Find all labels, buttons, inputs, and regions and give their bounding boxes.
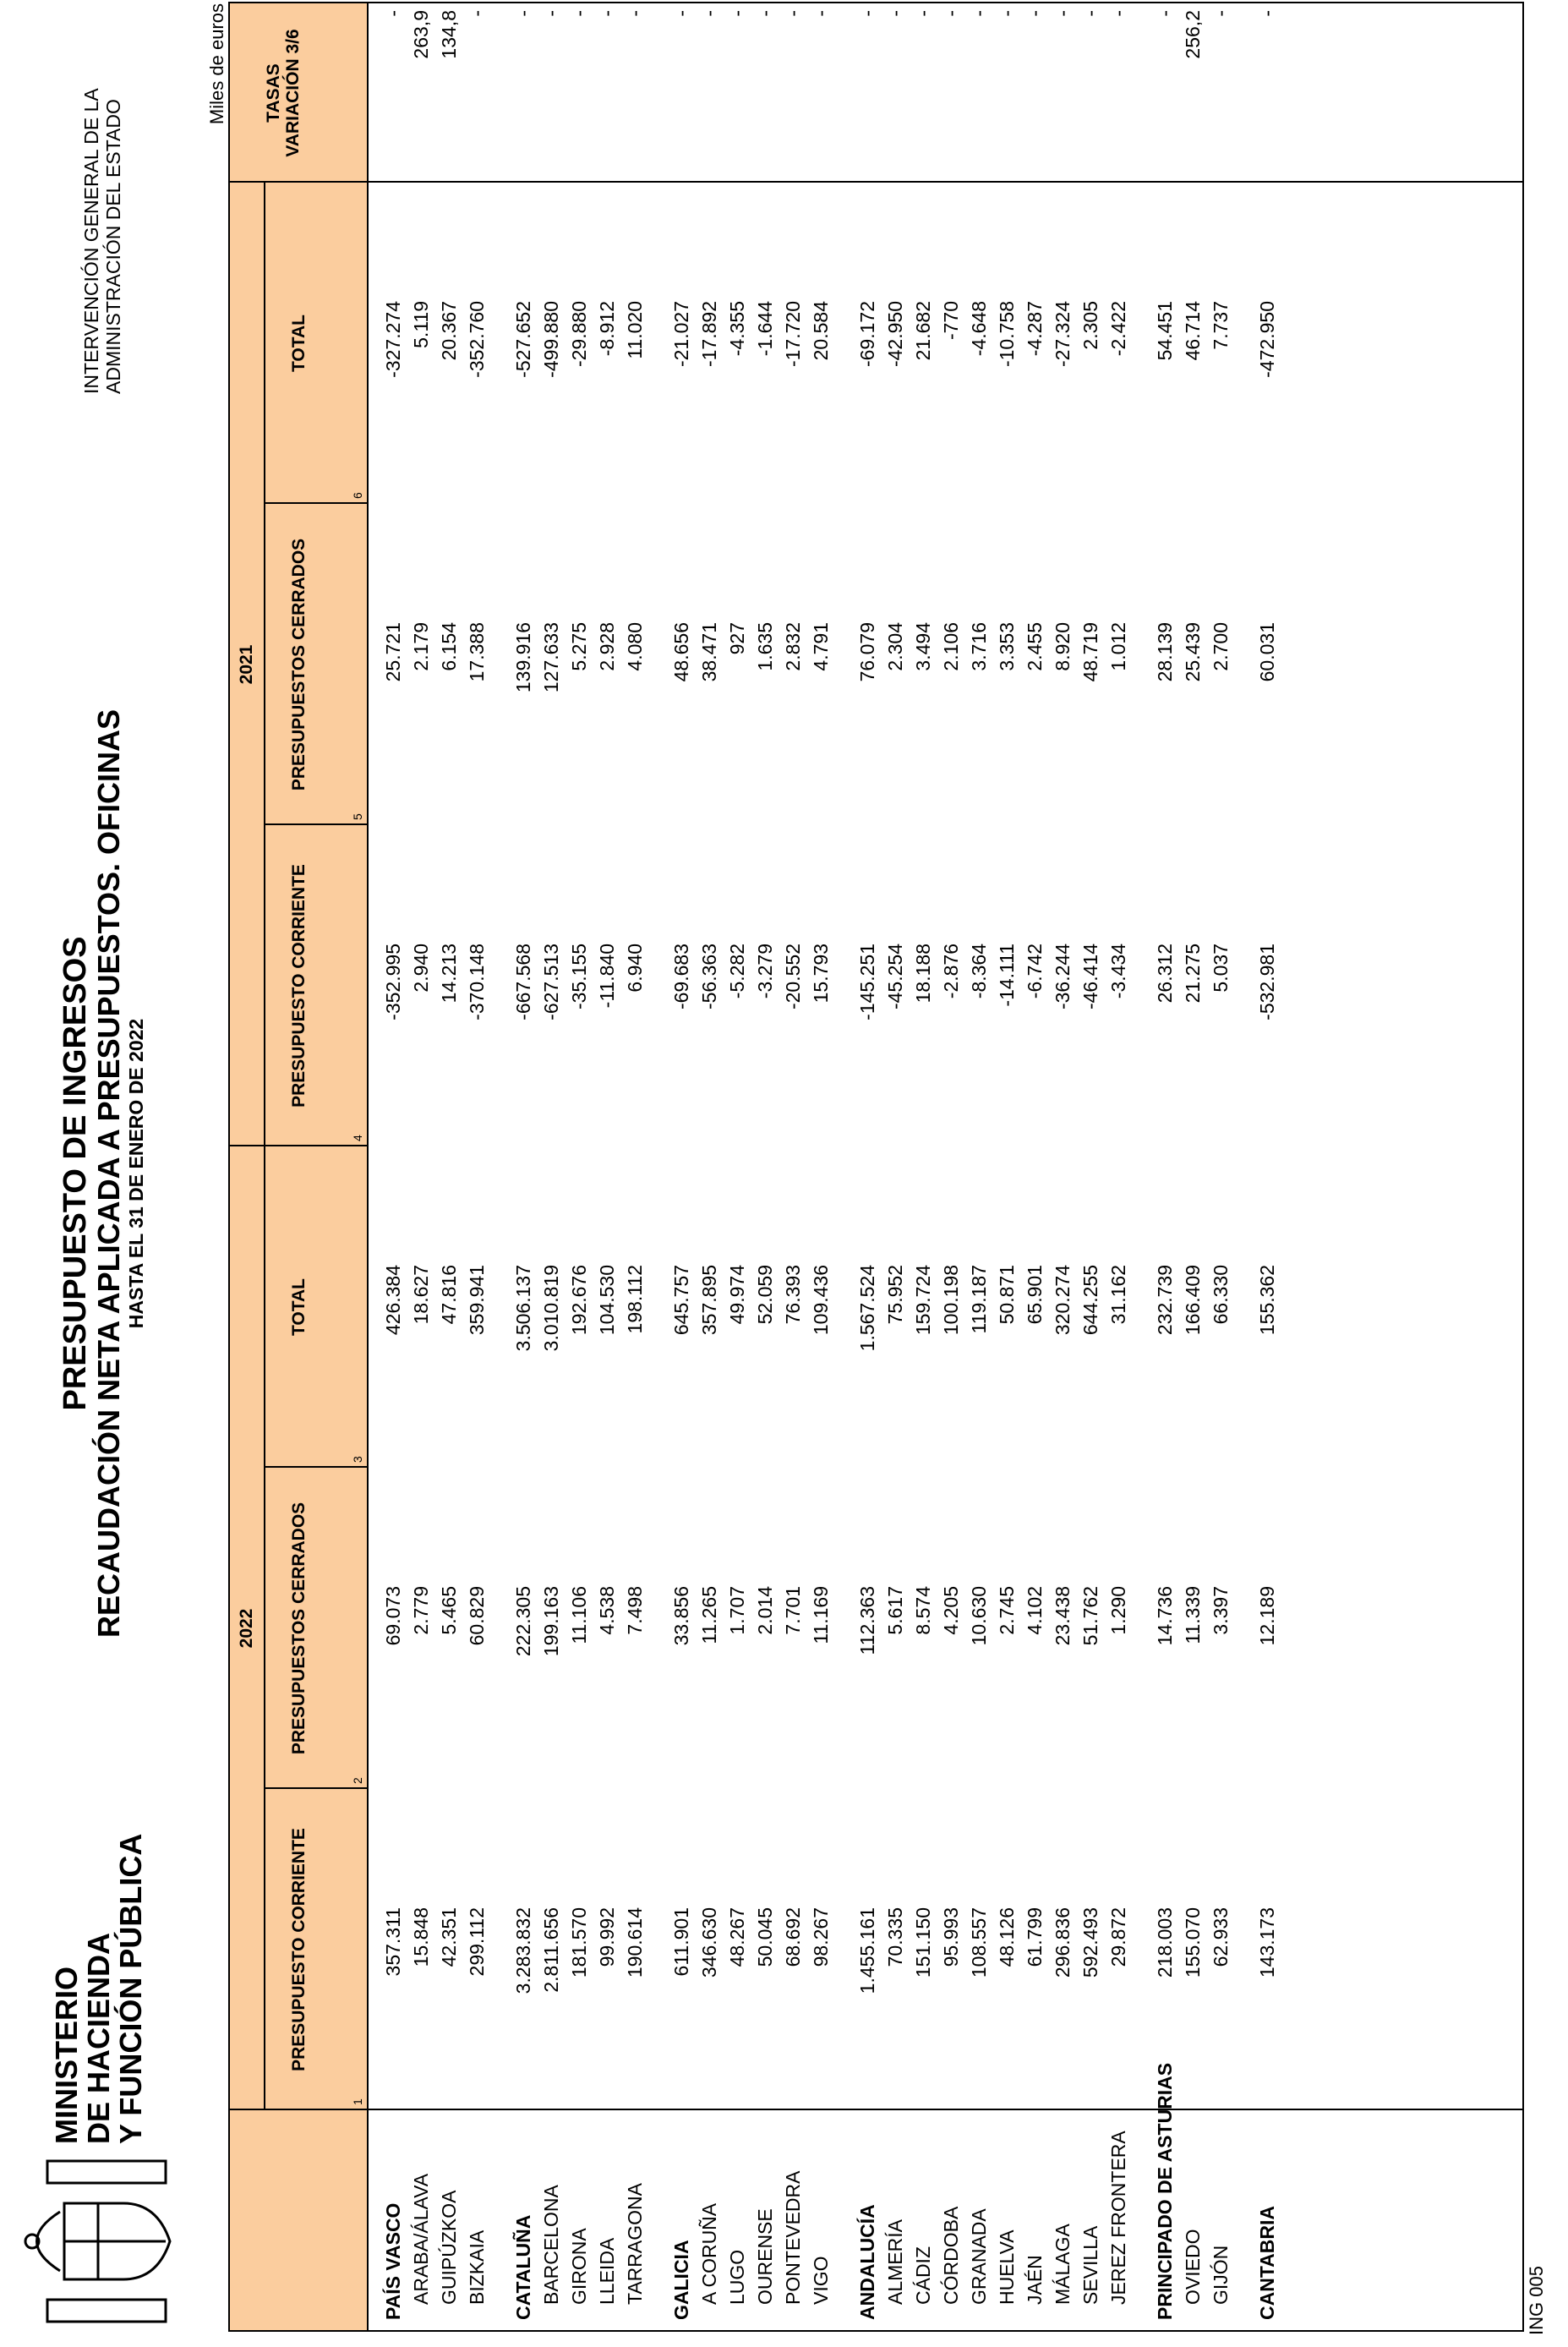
ministry-line: DE HACIENDA <box>81 1932 116 2144</box>
table-cell: 48.126 <box>996 1907 1018 1967</box>
table-cell: 2.014 <box>754 1586 776 1635</box>
table-cell: - <box>1154 10 1176 17</box>
table-cell: 98.267 <box>810 1907 832 1967</box>
table-cell: 263,9 <box>410 10 432 59</box>
table-cell: -667.568 <box>512 944 534 1020</box>
table-cell: -627.513 <box>540 944 562 1020</box>
table-cell: 68.692 <box>782 1907 804 1967</box>
table-cell: -36.244 <box>1052 944 1074 1010</box>
table-cell: 232.739 <box>1154 1265 1176 1336</box>
table-cell: 42.351 <box>438 1907 460 1967</box>
table-cell: 5.037 <box>1210 944 1232 993</box>
table-cell: -499.880 <box>540 301 562 378</box>
table-cell: 222.305 <box>512 1586 534 1657</box>
table-cell: 29.872 <box>1107 1907 1129 1967</box>
col-header-total: TOTAL <box>289 1277 309 1337</box>
table-cell: 644.255 <box>1079 1265 1101 1336</box>
office-label: LLEIDA <box>596 2237 618 2305</box>
table-cell: 1.290 <box>1107 1586 1129 1635</box>
table-cell: -17.720 <box>782 301 804 368</box>
table-cell: 4.538 <box>596 1586 618 1635</box>
table-cell: 5.119 <box>410 301 432 348</box>
table-cell: -21.027 <box>670 301 692 368</box>
table-cell: -145.251 <box>856 944 878 1020</box>
table-cell: -770 <box>940 301 962 341</box>
office-label: JAÉN <box>1024 2255 1046 2305</box>
table-cell: 33.856 <box>670 1586 692 1646</box>
table-cell: 2.928 <box>596 622 618 671</box>
table-cell: 7.737 <box>1210 301 1232 350</box>
table-cell: 256,2 <box>1182 10 1204 59</box>
table-cell: -69.683 <box>670 944 692 1010</box>
table-cell: 426.384 <box>382 1265 404 1336</box>
table-cell: 2.305 <box>1079 301 1101 350</box>
table-cell: 15.793 <box>810 944 832 1004</box>
table-cell: 75.952 <box>884 1265 906 1325</box>
col-divider <box>264 502 367 504</box>
table-cell: - <box>568 10 590 17</box>
igae-line: ADMINISTRACIÓN DEL ESTADO <box>102 99 124 394</box>
table-cell: 4.102 <box>1024 1586 1046 1635</box>
table-cell: - <box>596 10 618 17</box>
table-cell: 104.530 <box>596 1265 618 1336</box>
table-cell: 38.471 <box>698 622 720 682</box>
table-cell: 60.829 <box>466 1586 488 1646</box>
col-header-presupuesto-corriente: PRESUPUESTO CORRIENTE <box>289 864 309 1108</box>
table-cell: 112.363 <box>856 1586 878 1655</box>
table-cell: 11.020 <box>624 301 646 359</box>
table-cell: -45.254 <box>884 944 906 1010</box>
table-cell: 48.267 <box>726 1907 748 1967</box>
table-cell: 47.816 <box>438 1265 460 1325</box>
table-cell: 26.312 <box>1154 944 1176 1004</box>
table-cell: -8.912 <box>596 301 618 357</box>
office-label: BARCELONA <box>540 2185 562 2305</box>
table-cell: 357.311 <box>382 1907 404 1977</box>
table-cell: 11.169 <box>810 1586 832 1644</box>
office-label: BIZKAIA <box>466 2229 488 2305</box>
table-cell: - <box>968 10 990 17</box>
office-label: VIGO <box>810 2256 832 2305</box>
table-cell: 31.162 <box>1107 1265 1129 1325</box>
table-cell: -1.644 <box>754 301 776 357</box>
table-cell: 320.274 <box>1052 1265 1074 1336</box>
col-divider <box>264 1145 367 1146</box>
region-label: PRINCIPADO DE ASTURIAS <box>1154 2062 1176 2320</box>
table-cell: 5.617 <box>884 1586 906 1635</box>
table-cell: -370.148 <box>466 944 488 1020</box>
col-divider <box>230 2109 1522 2110</box>
table-cell: 25.439 <box>1182 622 1204 682</box>
table-cell: - <box>512 10 534 17</box>
table-cell: 66.330 <box>1210 1265 1232 1325</box>
office-label: CÁDIZ <box>912 2246 934 2305</box>
table-cell: 155.362 <box>1256 1265 1278 1336</box>
table-cell: 51.762 <box>1079 1586 1101 1646</box>
column-number: 3 <box>351 1456 364 1463</box>
table-cell: -6.742 <box>1024 944 1046 999</box>
table-cell: -11.840 <box>596 944 618 1009</box>
table-cell: 2.455 <box>1024 622 1046 671</box>
table-cell: 60.031 <box>1256 622 1278 682</box>
table-cell: 2.106 <box>940 622 962 671</box>
column-number: 5 <box>351 813 364 820</box>
table-cell: -69.172 <box>856 301 878 368</box>
table-cell: 199.163 <box>540 1586 562 1657</box>
table-cell: 296.836 <box>1052 1907 1074 1978</box>
office-label: A CORUÑA <box>698 2202 720 2305</box>
office-label: CÓRDOBA <box>940 2206 962 2305</box>
table-cell: -4.287 <box>1024 301 1046 357</box>
table-cell: 52.059 <box>754 1265 776 1325</box>
region-label: PAÍS VASCO <box>382 2202 404 2320</box>
table-cell: 3.353 <box>996 622 1018 671</box>
table-cell: 17.388 <box>466 622 488 682</box>
column-number: 6 <box>351 492 364 499</box>
table-cell: - <box>912 10 934 17</box>
table-cell: 2.940 <box>410 944 432 993</box>
office-label: HUELVA <box>996 2229 1018 2305</box>
col-header-total: TOTAL <box>289 314 309 373</box>
table-cell: - <box>466 10 488 17</box>
table-cell: 76.393 <box>782 1265 804 1325</box>
table-cell: - <box>1024 10 1046 17</box>
igae-label <box>80 88 124 394</box>
column-number: 2 <box>351 1777 364 1784</box>
table-cell: 50.871 <box>996 1265 1018 1325</box>
column-number: 1 <box>351 2098 364 2105</box>
table-cell: 4.205 <box>940 1586 962 1635</box>
col-divider <box>264 1466 367 1468</box>
document-code: ING 005 <box>1526 2266 1547 2335</box>
region-label: GALICIA <box>670 2240 692 2320</box>
table-cell: -3.279 <box>754 944 776 999</box>
table-cell: 3.716 <box>968 622 990 671</box>
data-table <box>228 2 1524 2332</box>
table-cell: 346.630 <box>698 1907 720 1978</box>
table-cell: 5.275 <box>568 622 590 671</box>
column-number: 4 <box>351 1135 364 1141</box>
table-cell: -2.876 <box>940 944 962 999</box>
table-cell: 198.112 <box>624 1265 646 1334</box>
table-cell: 2.779 <box>410 1586 432 1635</box>
table-cell: 192.676 <box>568 1265 590 1336</box>
table-cell: -2.422 <box>1107 301 1129 357</box>
table-cell: -4.648 <box>968 301 990 357</box>
table-cell: 6.940 <box>624 944 646 993</box>
col-header-tasas-variacion: TASAS VARIACIÓN 3/6 <box>264 29 303 157</box>
table-cell: 28.139 <box>1154 622 1176 682</box>
table-cell: 6.154 <box>438 622 460 671</box>
table-cell: -4.355 <box>726 301 748 357</box>
office-label: GUIPÚZKOA <box>438 2190 460 2305</box>
table-cell: 159.724 <box>912 1265 934 1336</box>
table-cell: 76.079 <box>856 622 878 682</box>
table-cell: 20.584 <box>810 301 832 361</box>
ministry-line: Y FUNCIÓN PÚBLICA <box>113 1833 148 2144</box>
table-cell: 21.275 <box>1182 944 1204 1004</box>
table-cell: 49.974 <box>726 1265 748 1325</box>
table-cell: - <box>698 10 720 17</box>
table-cell: - <box>856 10 878 17</box>
col-divider <box>264 1787 367 1789</box>
table-cell: 592.493 <box>1079 1907 1101 1978</box>
table-cell: -17.892 <box>698 301 720 368</box>
table-cell: 100.198 <box>940 1265 962 1336</box>
table-cell: 65.901 <box>1024 1265 1046 1325</box>
table-cell: - <box>1256 10 1278 17</box>
table-cell: 3.397 <box>1210 1586 1232 1635</box>
col-divider <box>264 823 367 825</box>
office-label: GIJÓN <box>1210 2245 1232 2305</box>
table-cell: 50.045 <box>754 1907 776 1967</box>
table-cell: 127.633 <box>540 622 562 693</box>
table-cell: 48.656 <box>670 622 692 682</box>
office-label: JEREZ FRONTERA <box>1107 2131 1129 2305</box>
office-label: ARABA/ÁLAVA <box>410 2173 432 2305</box>
year-divider <box>264 183 265 2110</box>
table-cell: 151.150 <box>912 1907 934 1978</box>
table-cell: 3.506.137 <box>512 1265 534 1352</box>
office-label: ALMERÍA <box>884 2219 906 2305</box>
table-cell: 3.010.819 <box>540 1265 562 1352</box>
table-cell: 218.003 <box>1154 1907 1176 1978</box>
table-cell: -35.155 <box>568 944 590 1010</box>
region-label: CATALUÑA <box>512 2214 534 2320</box>
col-divider <box>230 181 1522 183</box>
table-cell: -352.995 <box>382 944 404 1020</box>
table-cell: 3.283.832 <box>512 1907 534 1994</box>
office-label: SEVILLA <box>1079 2225 1101 2305</box>
table-cell: 21.682 <box>912 301 934 361</box>
table-cell: 11.265 <box>698 1586 720 1644</box>
office-label: TARRAGONA <box>624 2183 646 2305</box>
table-cell: 181.570 <box>568 1907 590 1978</box>
table-cell: -10.758 <box>996 301 1018 368</box>
table-cell: -352.760 <box>466 301 488 378</box>
table-cell: 2.745 <box>996 1586 1018 1635</box>
office-label: PONTEVEDRA <box>782 2170 804 2305</box>
table-cell: - <box>996 10 1018 17</box>
table-cell: - <box>884 10 906 17</box>
table-cell: 10.630 <box>968 1586 990 1646</box>
title-main: PRESUPUESTO DE INGRESOS <box>57 936 93 1411</box>
table-cell: 14.736 <box>1154 1586 1176 1646</box>
table-cell: 2.179 <box>410 622 432 671</box>
table-cell: -8.364 <box>968 944 990 999</box>
table-cell: 95.993 <box>940 1907 962 1967</box>
table-cell: -56.363 <box>698 944 720 1010</box>
table-cell: 2.832 <box>782 622 804 671</box>
table-cell: 15.848 <box>410 1907 432 1967</box>
table-cell: 166.409 <box>1182 1265 1204 1336</box>
table-cell: 1.635 <box>754 622 776 671</box>
table-cell: 54.451 <box>1154 301 1176 361</box>
table-cell: -29.880 <box>568 301 590 368</box>
table-cell: - <box>1052 10 1074 17</box>
table-cell: 23.438 <box>1052 1586 1074 1646</box>
table-cell: 70.335 <box>884 1907 906 1967</box>
table-cell: 48.719 <box>1079 622 1101 682</box>
table-cell: 99.992 <box>596 1907 618 1967</box>
table-cell: 109.436 <box>810 1265 832 1336</box>
table-cell: 155.070 <box>1182 1907 1204 1978</box>
table-cell: 2.304 <box>884 622 906 671</box>
office-label: GRANADA <box>968 2208 990 2305</box>
title-sub: RECAUDACIÓN NETA APLICADA A PRESUPUESTOS. OFICINAS <box>91 708 126 1639</box>
table-cell: 134,8 <box>438 10 460 59</box>
table-cell: 7.701 <box>782 1586 804 1635</box>
col-header-presupuesto-corriente: PRESUPUESTO CORRIENTE <box>289 1828 309 2071</box>
table-cell: -327.274 <box>382 301 404 378</box>
table-cell: 7.498 <box>624 1586 646 1635</box>
table-cell: 190.614 <box>624 1907 646 1978</box>
table-cell: 4.791 <box>810 622 832 671</box>
table-cell: -42.950 <box>884 301 906 368</box>
table-cell: 12.189 <box>1256 1586 1278 1646</box>
header-divider <box>367 3 369 2330</box>
table-cell: 139.916 <box>512 622 534 693</box>
table-cell: 69.073 <box>382 1586 404 1646</box>
table-cell: 11.106 <box>568 1586 590 1644</box>
table-cell: -14.111 <box>996 944 1018 1007</box>
table-cell: 119.187 <box>968 1265 990 1334</box>
table-cell: - <box>810 10 832 17</box>
table-cell: 299.112 <box>466 1907 488 1977</box>
table-cell: 25.721 <box>382 622 404 682</box>
table-cell: 4.080 <box>624 622 646 671</box>
table-cell: - <box>754 10 776 17</box>
table-cell: 20.367 <box>438 301 460 361</box>
table-cell: -472.950 <box>1256 301 1278 378</box>
table-cell: 143.173 <box>1256 1907 1278 1978</box>
table-cell: 61.799 <box>1024 1907 1046 1967</box>
table-cell: -27.324 <box>1052 301 1074 368</box>
office-label: MÁLAGA <box>1052 2224 1074 2305</box>
table-cell: -527.652 <box>512 301 534 378</box>
table-cell: 18.188 <box>912 944 934 1004</box>
col-header-presupuestos-cerrados: PRESUPUESTOS CERRADOS <box>289 1502 309 1755</box>
office-label: OURENSE <box>754 2208 776 2305</box>
table-cell: 3.494 <box>912 622 934 671</box>
table-cell: 1.455.161 <box>856 1907 878 1994</box>
table-cell: 645.757 <box>670 1265 692 1336</box>
table-cell: - <box>1210 10 1232 17</box>
table-cell: 62.933 <box>1210 1907 1232 1967</box>
table-cell: - <box>782 10 804 17</box>
table-cell: 359.941 <box>466 1265 488 1336</box>
table-cell: 357.895 <box>698 1265 720 1336</box>
table-cell: -46.414 <box>1079 944 1101 1010</box>
table-cell: - <box>940 10 962 17</box>
table-cell: -20.552 <box>782 944 804 1010</box>
table-cell: 8.920 <box>1052 622 1074 671</box>
ministry-line: MINISTERIO <box>49 1966 84 2144</box>
table-cell: 18.627 <box>410 1265 432 1325</box>
table-cell: - <box>624 10 646 17</box>
region-label: ANDALUCÍA <box>856 2204 878 2320</box>
table-cell: - <box>382 10 404 17</box>
office-label: GIRONA <box>568 2228 590 2305</box>
table-cell: 2.700 <box>1210 622 1232 671</box>
office-label: LUGO <box>726 2249 748 2305</box>
table-cell: - <box>670 10 692 17</box>
table-cell: 8.574 <box>912 1586 934 1635</box>
table-cell: 2.811.656 <box>540 1907 562 1993</box>
table-cell: - <box>540 10 562 17</box>
col-header-presupuestos-cerrados: PRESUPUESTOS CERRADOS <box>289 538 309 791</box>
office-label: OVIEDO <box>1182 2229 1204 2305</box>
table-cell: 46.714 <box>1182 301 1204 361</box>
table-cell: -3.434 <box>1107 944 1129 999</box>
table-cell: 1.012 <box>1107 622 1129 671</box>
region-label: CANTABRIA <box>1256 2205 1278 2320</box>
table-cell: -532.981 <box>1256 944 1278 1020</box>
year-2022-header: 2022 <box>237 1608 256 1649</box>
table-cell: 1.707 <box>726 1586 748 1635</box>
table-cell: 108.557 <box>968 1907 990 1978</box>
table-cell: 611.901 <box>670 1907 692 1977</box>
title-date: HASTA EL 31 DE ENERO DE 2022 <box>125 1018 147 1329</box>
table-cell: 1.567.524 <box>856 1265 878 1352</box>
igae-line: INTERVENCIÓN GENERAL DE LA <box>80 88 102 394</box>
table-cell: - <box>1079 10 1101 17</box>
table-cell: 5.465 <box>438 1586 460 1635</box>
year-2021-header: 2021 <box>237 644 256 685</box>
table-cell: - <box>726 10 748 17</box>
table-cell: -5.282 <box>726 944 748 999</box>
table-cell: - <box>1107 10 1129 17</box>
table-cell: 11.339 <box>1182 1586 1204 1644</box>
table-cell: 14.213 <box>438 944 460 1004</box>
table-cell: 927 <box>726 622 748 655</box>
units-label: Miles de euros <box>206 3 227 125</box>
